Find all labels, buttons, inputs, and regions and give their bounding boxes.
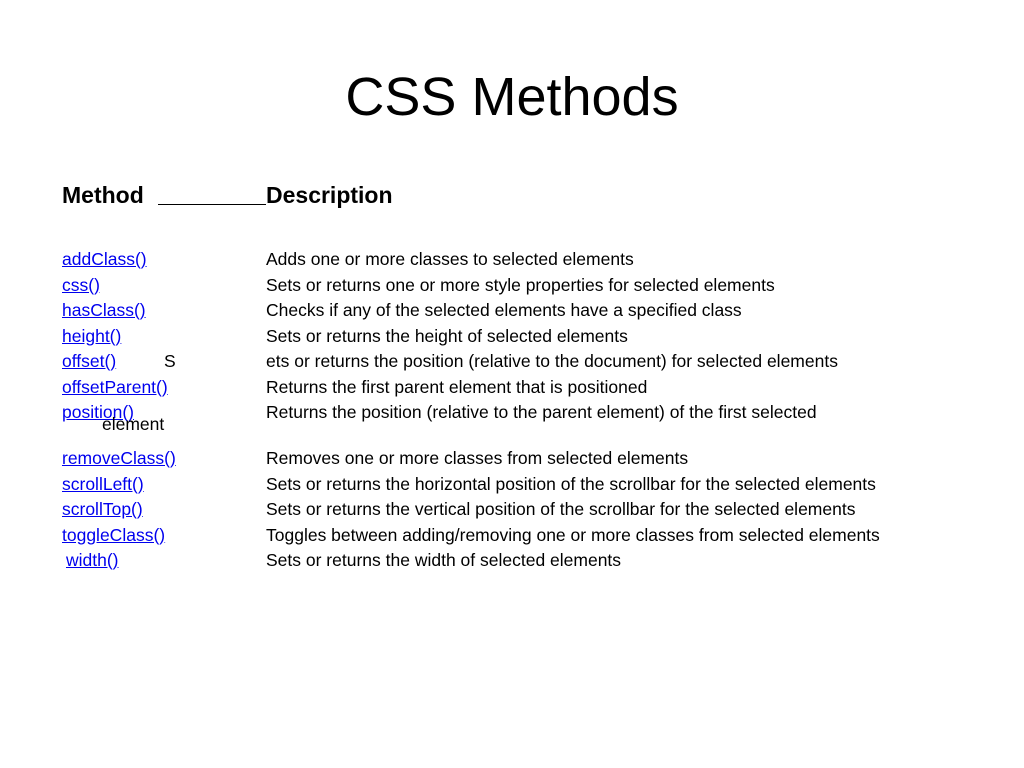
slide-title: CSS Methods — [345, 67, 679, 127]
description-column-header: Description — [266, 182, 393, 208]
method-column-header: Method — [62, 182, 144, 208]
method-link-scrollleft[interactable]: scrollLeft() — [62, 473, 144, 494]
table-row — [62, 446, 1002, 472]
method-link-removeclass[interactable]: removeClass() — [62, 448, 176, 468]
method-link-height[interactable]: height() — [62, 325, 122, 346]
method-description: Sets or returns the vertical position of the scrollbar for the selected elements — [266, 499, 856, 519]
method-description: Sets or returns the width of selected elements — [266, 550, 622, 570]
method-description: Removes one or more classes from selected elements — [266, 448, 689, 468]
method-description: Sets or returns one or more style properties for selected elements — [266, 274, 775, 295]
table-row — [62, 349, 1002, 375]
method-link-addclass[interactable]: addClass() — [62, 249, 147, 269]
method-link-position[interactable]: position() — [62, 402, 134, 422]
methods-table — [62, 247, 1002, 574]
table-row — [62, 324, 1002, 350]
method-link-offsetparent[interactable]: offsetParent() — [62, 376, 168, 397]
method-description: ets or returns the position (relative to the document) for selected elements — [266, 351, 838, 371]
table-row — [62, 375, 1002, 401]
method-description: Returns the position (relative to the parent element) of the first selected — [266, 402, 817, 422]
method-description: Adds one or more classes to selected elements — [266, 249, 634, 269]
description-wrap-text: element — [102, 414, 165, 434]
method-link-hasclass[interactable]: hasClass() — [62, 300, 146, 320]
table-row — [62, 298, 1002, 324]
table-header — [62, 180, 422, 210]
method-description: Toggles between adding/removing one or more classes from selected elements — [266, 524, 880, 545]
method-description: Sets or returns the height of selected elements — [266, 325, 628, 346]
header-underline — [158, 204, 266, 205]
table-row — [62, 472, 1002, 498]
table-row — [62, 247, 1002, 273]
method-description: Returns the first parent element that is positioned — [266, 376, 648, 397]
table-row — [62, 497, 1002, 523]
method-link-css[interactable]: css() — [62, 274, 100, 295]
stray-letter: S — [164, 351, 176, 371]
method-link-scrolltop[interactable]: scrollTop() — [62, 499, 143, 519]
method-description: Sets or returns the horizontal position of the scrollbar for the selected elements — [266, 473, 876, 494]
table-row — [62, 548, 1002, 574]
method-link-toggleclass[interactable]: toggleClass() — [62, 524, 166, 545]
method-link-width[interactable]: width() — [66, 550, 119, 570]
method-link-offset[interactable]: offset() — [62, 351, 117, 371]
table-row — [62, 273, 1002, 299]
table-row — [62, 523, 1002, 549]
method-description: Checks if any of the selected elements have a specified class — [266, 300, 742, 320]
table-row — [62, 400, 1002, 446]
